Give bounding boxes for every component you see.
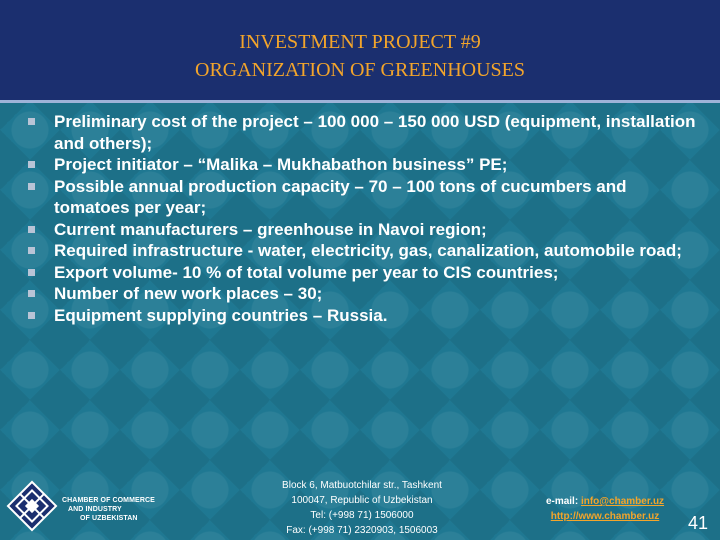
square-bullet-icon [28, 118, 35, 125]
square-bullet-icon [28, 312, 35, 319]
chamber-logo-icon [4, 478, 60, 534]
org-line-2: AND INDUSTRY [68, 506, 122, 513]
bullet-item [28, 154, 698, 176]
address-block [262, 478, 462, 538]
square-bullet-icon [28, 183, 35, 190]
slide-footer [0, 470, 720, 540]
square-bullet-icon [28, 161, 35, 168]
email-label: e-mail: [545, 496, 581, 507]
bullet-text: Project initiator – “Malika – Mukhabathon business” PE; [54, 155, 508, 174]
contact-block [520, 494, 690, 524]
website-link[interactable]: http://www.chamber.uz [550, 511, 660, 522]
bullet-text: Number of new work places – 30; [54, 284, 323, 303]
bullet-text: Possible annual production capacity – 70 – 100 tons of cucumbers and tomatoes per year; [54, 176, 627, 217]
bullet-text: Required infrastructure - water, electricity, gas, canalization, automobile road; [54, 241, 682, 260]
bullet-item [28, 283, 698, 305]
bullet-item [28, 176, 698, 219]
address-line-1: Block 6, Matbuotchilar str., Tashkent [282, 480, 442, 491]
address-line-2: 100047, Republic of Uzbekistan [291, 495, 433, 506]
address-line-3: Tel: (+998 71) 1506000 [310, 510, 414, 521]
page-number: 41 [687, 513, 708, 533]
bullet-item [28, 262, 698, 284]
bullet-item [28, 219, 698, 241]
bullet-item [28, 305, 698, 327]
bullet-text: Current manufacturers – greenhouse in Navoi region; [54, 219, 487, 239]
bullet-item [28, 240, 698, 262]
square-bullet-icon [28, 290, 35, 297]
square-bullet-icon [28, 247, 35, 254]
slide-title [0, 0, 720, 84]
bullet-item [28, 111, 698, 154]
square-bullet-icon [28, 269, 35, 276]
title-line-1: INVESTMENT PROJECT #9 [239, 31, 481, 53]
email-link[interactable]: info@chamber.uz [580, 496, 665, 507]
bullet-text: Equipment supplying countries – Russia. [54, 305, 388, 325]
square-bullet-icon [28, 226, 35, 233]
bullet-text: Preliminary cost of the project – 100 000 – 150 000 USD (equipment, installation and others); [54, 112, 696, 153]
slide-header [0, 0, 720, 103]
bullet-text: Export volume- 10 % of total volume per year to CIS countries; [54, 262, 559, 282]
org-line-1: CHAMBER OF COMMERCE [62, 497, 155, 504]
bullet-list [28, 111, 698, 326]
title-line-2: ORGANIZATION OF GREENHOUSES [195, 59, 525, 81]
org-line-3: OF UZBEKISTAN [80, 515, 138, 522]
organization-name [62, 496, 155, 523]
address-line-4: Fax: (+998 71) 2320903, 1506003 [286, 525, 438, 536]
